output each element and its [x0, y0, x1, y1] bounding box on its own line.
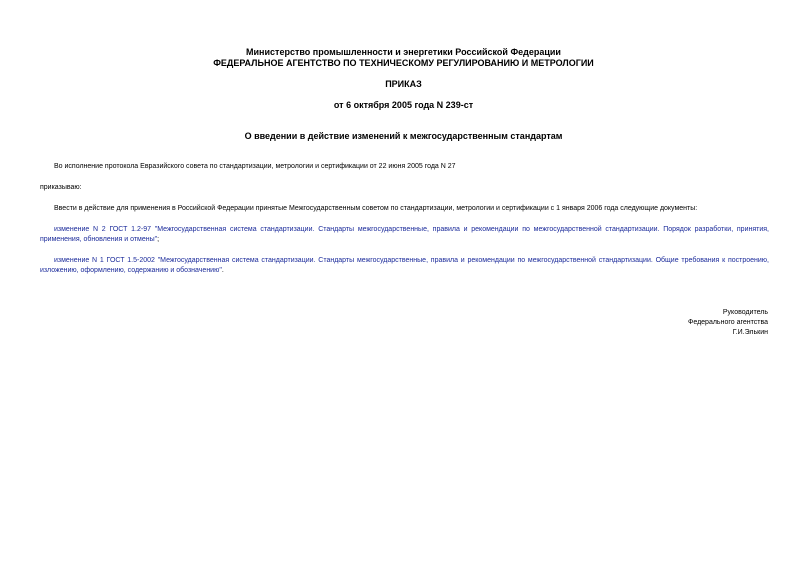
order-title: ПРИКАЗ: [385, 79, 422, 89]
order-date: от 6 октября 2005 года N 239-ст: [333, 100, 474, 110]
orders-word: приказываю:: [40, 184, 82, 191]
order-subject: О введении в действие изменений к межгосударственным стандартам: [244, 131, 563, 141]
signature-name: Г.И.Элькин: [732, 329, 768, 336]
document-item-2-link[interactable]: изменение N 1 ГОСТ 1.5-2002 "Межгосударственная система стандартизации. Стандарты межгосударственные, правила и рекомендации по межгосударственной стандартизации. Общие требования к построению, изложению, оформлению, содержанию и обозначению": [40, 257, 769, 274]
preamble-text: Во исполнение протокола Евразийского совета по стандартизации, метрологии и сертификации от 22 июня 2005 года N 27: [54, 163, 456, 170]
signature-position-line1: Руководитель: [722, 309, 768, 316]
document-item-1: [40, 225, 769, 245]
agency-name: ФЕДЕРАЛЬНОЕ АГЕНТСТВО ПО ТЕХНИЧЕСКОМУ РЕГУЛИРОВАНИЮ И МЕТРОЛОГИИ: [213, 58, 594, 68]
document-item-2: [40, 256, 769, 276]
signature-position-line2: Федерального агентства: [688, 319, 768, 326]
ministry-name: Министерство промышленности и энергетики Российской Федерации: [246, 47, 561, 57]
document-item-2-tail: .: [221, 267, 224, 274]
instruction-text: Ввести в действие для применения в Российской Федерации принятые Межгосударственным советом по стандартизации, метрологии и сертификации с 1 января 2006 года следующие документы:: [54, 205, 698, 212]
document-item-1-link[interactable]: изменение N 2 ГОСТ 1.2-97 "Межгосударственная система стандартизации. Стандарты межгосударственные, правила и рекомендации по межгосударственной стандартизации. Порядок разработки, принятия, применения, обновления и отмены": [40, 226, 769, 243]
document-item-1-tail: ;: [157, 236, 160, 243]
